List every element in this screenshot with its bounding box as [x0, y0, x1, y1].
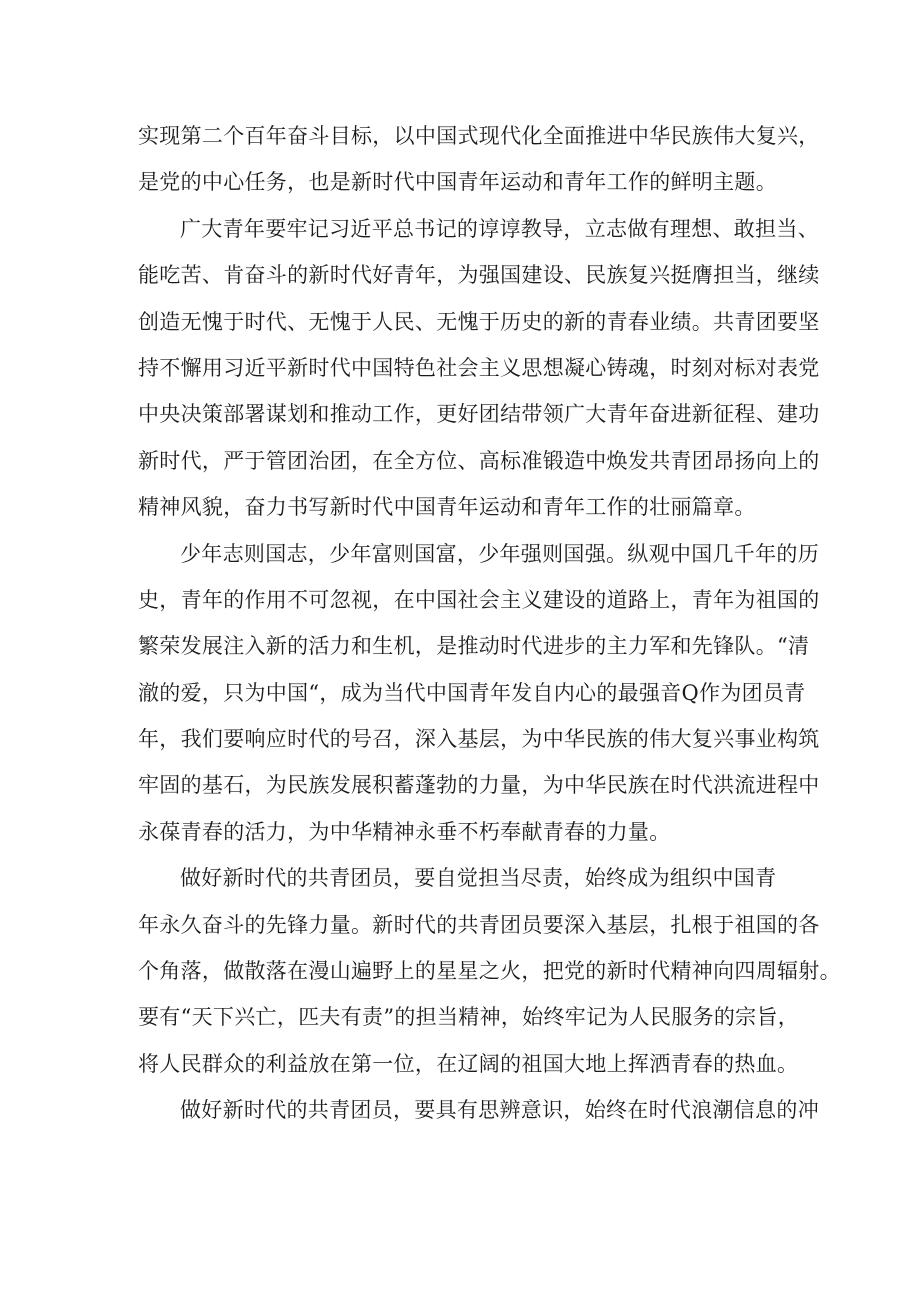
text-line: 新时代，严于管团治团，在全方位、高标准锻造中焕发共青团昂扬向上的 [138, 448, 820, 473]
text-line: 实现第二个百年奋斗目标，以中国式现代化全面推进中华民族伟大复兴， [138, 124, 820, 148]
text-line: 年永久奋斗的先锋力量。新时代的共青团员要深入基层，扎根于祖国的各 [138, 912, 820, 937]
text-line: 精神风貌，奋力书写新时代中国青年运动和青年工作的壮丽篇章。 [138, 495, 756, 520]
text-line: 做好新时代的共青团员，要具有思辨意识，始终在时代浪潮信息的冲 [180, 1098, 819, 1123]
text-line: 史，青年的作用不可忽视，在中国社会主义建设的道路上，青年为祖国的 [138, 587, 820, 612]
text-line: 创造无愧于时代、无愧于人民、无愧于历史的新的青春业绩。共青团要坚 [138, 309, 820, 334]
text-line: 牢固的基石，为民族发展积蓄蓬勃的力量，为中华民族在时代洪流进程中 [138, 773, 820, 798]
text-line: 做好新时代的共青团员，要自觉担当尽责，始终成为组织中国青 [180, 866, 777, 891]
text-line: 少年志则国志，少年富则国富，少年强则国强。纵观中国几千年的历 [180, 541, 819, 566]
text-line: 个角落，做散落在漫山遍野上的星星之火，把党的新时代精神向四周辐射。 [138, 959, 841, 984]
text-line: 要有“天下兴亡，匹夫有责”的担当精神，始终牢记为人民服务的宗旨， [138, 1005, 800, 1030]
text-line: 广大青年要牢记习近平总书记的谆谆教导，立志做有理想、敢担当、 [180, 216, 819, 241]
text-line: 将人民群众的利益放在第一位，在辽阔的祖国大地上挥洒青春的热血。 [138, 1051, 799, 1076]
text-line: 年，我们要响应时代的号召，深入基层，为中华民族的伟大复兴事业构筑 [138, 727, 820, 752]
text-line: 是党的中心任务，也是新时代中国青年运动和青年工作的鲜明主题。 [138, 170, 777, 195]
text-line: 中央决策部署谋划和推动工作，更好团结带领广大青年奋进新征程、建功 [138, 402, 820, 427]
document-body [138, 122, 841, 1143]
text-line: 能吃苦、肯奋斗的新时代好青年，为强国建设、民族复兴挺膺担当，继续 [138, 263, 820, 288]
text-line: 澈的爱，只为中国“，成为当代中国青年发自内心的最强音Q作为团员青 [138, 680, 806, 705]
text-line: 永葆青春的活力，为中华精神永垂不朽奉献青春的力量。 [138, 819, 671, 844]
text-line: 持不懈用习近平新时代中国特色社会主义思想凝心铸魂，时刻对标对表党 [138, 355, 820, 380]
text-line: 繁荣发展注入新的活力和生机，是推动时代进步的主力军和先锋队。“清 [138, 634, 810, 659]
